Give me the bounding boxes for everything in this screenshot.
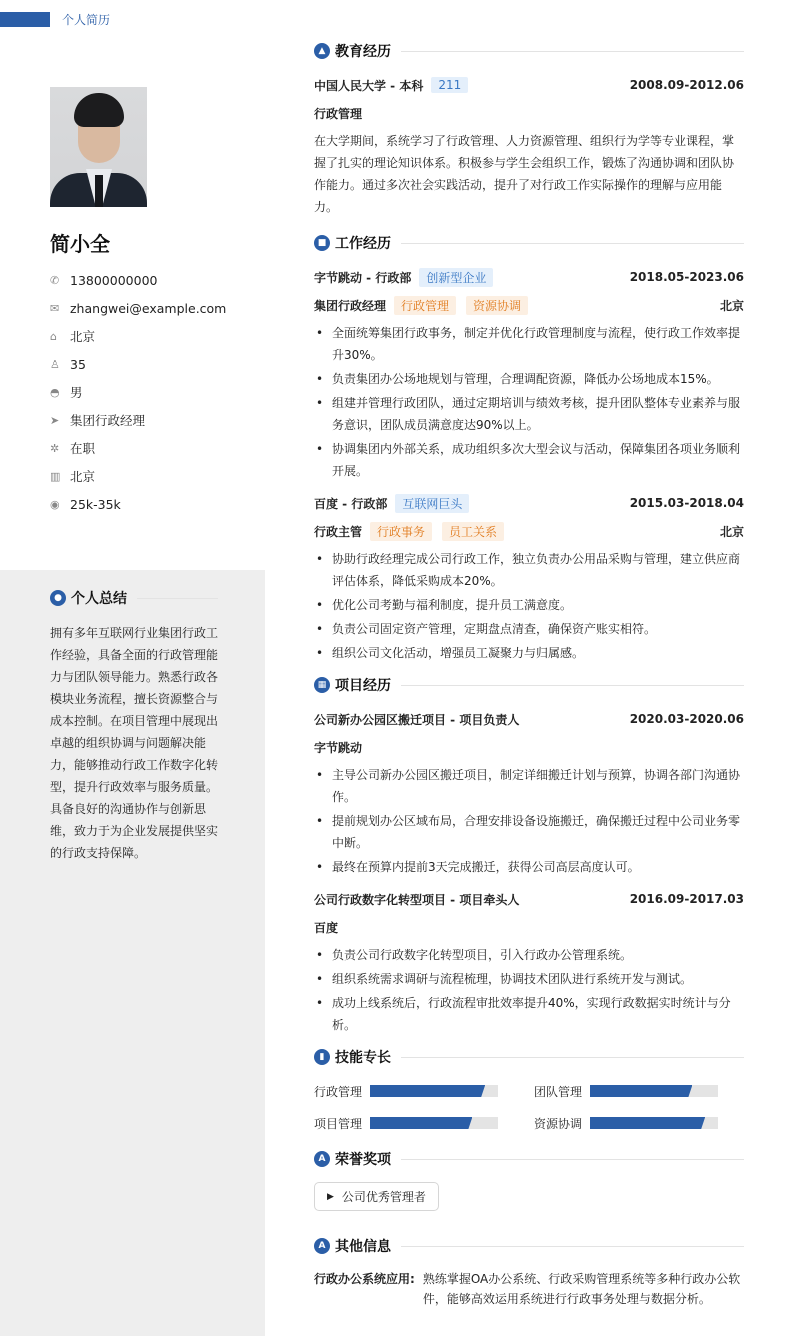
date: 2016.09-2017.03 — [629, 892, 744, 906]
section-title: 其他信息 — [335, 1239, 391, 1255]
awards-section — [314, 1148, 744, 1225]
date: 2020.03-2020.06 — [629, 712, 744, 726]
list-item: • 主导公司新办公园区搬迁项目，制定详细搬迁计划与预算，协调各部门沟通协作。 — [314, 764, 744, 808]
home-icon: ⌂ — [50, 329, 57, 343]
section-title: 教育经历 — [335, 44, 391, 60]
info-row — [50, 462, 226, 490]
info-row — [50, 406, 226, 434]
user-icon: ● — [50, 590, 66, 606]
list-item: • 协助行政经理完成公司行政工作，独立负责办公用品采购与管理，建立供应商评估体系，降低采购成本20%。 — [314, 548, 744, 592]
project-name: 公司新办公园区搬迁项目 - 项目负责人 — [314, 712, 520, 727]
section-title: 工作经历 — [335, 236, 391, 252]
skill-item — [314, 1080, 534, 1102]
major: 行政管理 — [314, 106, 363, 121]
avatar-photo — [50, 87, 147, 207]
list-item: • 负责公司行政数字化转型项目，引入行政办公管理系统。 — [314, 944, 744, 966]
skill-item — [314, 1112, 534, 1134]
list-item: • 提前规划办公区域布局，合理安排设备设施搬迁，确保搬迁过程中公司业务零中断。 — [314, 810, 744, 854]
grid-icon: ▦ — [314, 677, 330, 693]
project-item — [314, 888, 744, 1036]
info-value: 北京 — [70, 469, 96, 484]
city: 北京 — [719, 298, 744, 313]
skill-tag: 行政事务 — [370, 522, 432, 541]
info-row — [50, 490, 226, 518]
company-tag: 创新型企业 — [419, 268, 493, 287]
mail-icon: ✉ — [50, 301, 60, 315]
skill-bar-fill — [370, 1117, 472, 1129]
list-item: • 组织公司文化活动，增强员工凝聚力与归属感。 — [314, 642, 744, 664]
gender-icon: ◓ — [50, 385, 60, 399]
info-value: zhangwei@example.com — [70, 300, 227, 316]
info-value: 25k-35k — [70, 496, 121, 512]
role: 集团行政经理 — [314, 298, 387, 313]
other-value: 熟练掌握OA办公系统、行政采购管理系统等多种行政办公软件，能够高效运用系统进行行政事务处理与数据分析。 — [422, 1272, 741, 1306]
info-row — [50, 294, 226, 322]
company: 百度 - 行政部 — [314, 496, 388, 511]
info-value: 北京 — [70, 329, 96, 344]
skill-bar-fill — [370, 1085, 485, 1097]
award-item[interactable] — [314, 1182, 439, 1211]
list-item: • 优化公司考勤与福利制度，提升员工满意度。 — [314, 594, 744, 616]
skill-name: 资源协调 — [534, 1116, 583, 1131]
list-item: • 全面统筹集团行政事务，制定并优化行政管理制度与流程，使行政工作效率提升30%。 — [314, 322, 744, 366]
skill-item — [534, 1112, 744, 1134]
skill-name: 项目管理 — [314, 1116, 363, 1131]
section-title: 个人总结 — [71, 591, 127, 607]
profile-info — [50, 266, 226, 518]
info-value: 集团行政经理 — [70, 413, 146, 428]
main-content — [314, 40, 744, 1319]
skills-section — [314, 1046, 744, 1134]
info-value: 35 — [70, 356, 86, 372]
info-row — [50, 266, 226, 294]
header-bar — [0, 12, 50, 27]
list-item: • 最终在预算内提前3天完成搬迁，获得公司高层高度认可。 — [314, 856, 744, 878]
award-label: 公司优秀管理者 — [341, 1190, 426, 1204]
company-tag: 互联网巨头 — [395, 494, 469, 513]
work-section — [314, 232, 744, 664]
section-title: 项目经历 — [335, 678, 391, 694]
position-icon: ➤ — [50, 413, 60, 427]
briefcase-icon: ■ — [314, 235, 330, 251]
skill-item — [534, 1080, 744, 1102]
skill-name: 团队管理 — [534, 1084, 583, 1099]
award-icon: A — [314, 1151, 330, 1167]
project-name: 公司行政数字化转型项目 - 项目牵头人 — [314, 892, 520, 907]
salary-icon: ◉ — [50, 497, 60, 511]
skill-tag: 行政管理 — [394, 296, 456, 315]
education-section — [314, 40, 744, 218]
skill-tag: 员工关系 — [442, 522, 504, 541]
bar-chart-icon: ▮ — [314, 1049, 330, 1065]
header-title: 个人简历 — [62, 13, 111, 27]
other-key: 行政办公系统应用: — [314, 1272, 415, 1286]
work-item — [314, 492, 744, 664]
skill-bar — [590, 1085, 718, 1097]
summary-section — [50, 588, 218, 864]
project-org: 百度 — [314, 920, 339, 935]
project-org: 字节跳动 — [314, 740, 363, 755]
role: 行政主管 — [314, 524, 363, 539]
phone-icon: ✆ — [50, 273, 60, 287]
skill-bar — [590, 1117, 718, 1129]
skill-bar-fill — [590, 1085, 692, 1097]
date: 2018.05-2023.06 — [629, 270, 744, 284]
other-section — [314, 1235, 744, 1309]
school-name: 中国人民大学 - 本科 — [314, 78, 424, 93]
list-item: • 组织系统需求调研与流程梳理，协调技术团队进行系统开发与测试。 — [314, 968, 744, 990]
date: 2015.03-2018.04 — [629, 496, 744, 510]
list-item: • 负责集团办公场地规划与管理，合理调配资源，降低办公场地成本15%。 — [314, 368, 744, 390]
graduation-cap-icon: ▲ — [314, 43, 330, 59]
list-item: • 成功上线系统后，行政流程审批效率提升40%，实现行政数据实时统计与分析。 — [314, 992, 744, 1036]
info-value: 男 — [70, 385, 83, 400]
skill-name: 行政管理 — [314, 1084, 363, 1099]
date: 2008.09-2012.06 — [629, 78, 744, 92]
info-row — [50, 350, 226, 378]
info-row — [50, 434, 226, 462]
company: 字节跳动 - 行政部 — [314, 270, 412, 285]
info-row — [50, 378, 226, 406]
projects-section — [314, 674, 744, 1036]
city-icon: ▥ — [50, 469, 61, 483]
info-row — [50, 322, 226, 350]
skill-bar — [370, 1085, 498, 1097]
skill-bar-fill — [590, 1117, 705, 1129]
sidebar — [0, 0, 265, 1336]
list-item: • 组建并管理行政团队，通过定期培训与绩效考核，提升团队整体专业素养与服务意识，团队成员满意度达90%以上。 — [314, 392, 744, 436]
list-item: • 负责公司固定资产管理，定期盘点清查，确保资产账实相符。 — [314, 618, 744, 640]
work-item — [314, 266, 744, 482]
age-icon: ♙ — [50, 357, 60, 371]
skill-tag: 资源协调 — [466, 296, 528, 315]
section-title: 技能专长 — [335, 1050, 391, 1066]
education-desc: 在大学期间，系统学习了行政管理、人力资源管理、组织行为学等专业课程，掌握了扎实的理论知识体系。积极参与学生会组织工作，锻炼了沟通协调和团队协作能力。通过多次社会实践活动，提升了对行政工作实际操作的理解与应用能力。 — [314, 134, 735, 214]
skill-bar — [370, 1117, 498, 1129]
info-icon: A — [314, 1238, 330, 1254]
play-icon: ▶ — [327, 1191, 334, 1202]
section-title: 荣誉奖项 — [335, 1152, 391, 1168]
info-value: 在职 — [70, 441, 96, 456]
summary-text: 拥有多年互联网行业集团行政工作经验，具备全面的行政管理能力与团队领导能力。熟悉行政各模块业务流程，擅长资源整合与成本控制。在项目管理中展现出卓越的组织协调与问题解决能力，能够推动行政工作数字化转型，提升行政效率与服务质量。具备良好的沟通协作与创新思维，致力于为企业发展提供坚实的行政支持保障。 — [50, 626, 219, 860]
school-tag: 211 — [431, 77, 468, 93]
list-item: • 协调集团内外部关系，成功组织多次大型会议与活动，保障集团各项业务顺利开展。 — [314, 438, 744, 482]
status-icon: ✲ — [50, 441, 60, 455]
project-item — [314, 708, 744, 878]
city: 北京 — [719, 524, 744, 539]
info-value: 13800000000 — [70, 272, 158, 288]
profile-name: 简小全 — [50, 232, 110, 256]
